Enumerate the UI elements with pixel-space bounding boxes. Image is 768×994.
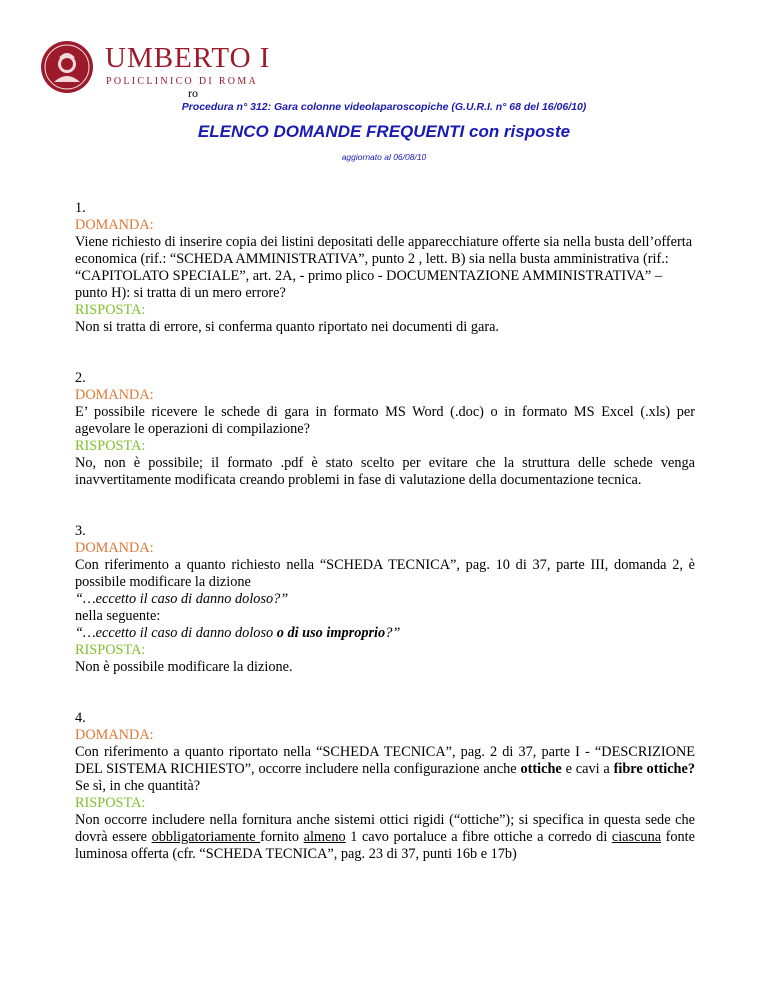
answer-part: fonte luminosa offerta (cfr. “SCHEDA TECNICA”, pag. 23 di 37, punti 16b e 17b) [75, 829, 695, 862]
proposed-wording-end: ?” [385, 625, 401, 641]
logo-name: UMBERTO I [105, 42, 271, 74]
faq-item [75, 370, 695, 489]
question-text: Con riferimento a quanto richiesto nella “SCHEDA TECNICA”, pag. 10 di 37, parte III, domanda 2, è possibile modificare la dizione [75, 557, 695, 590]
seal-logo-icon [40, 40, 94, 94]
proposed-wording [75, 625, 695, 642]
faq-number: 1. [75, 200, 86, 216]
answer-underlined: obbligatoriamente [151, 829, 261, 845]
answer-label: RISPOSTA: [75, 642, 146, 658]
faq-list [75, 200, 695, 897]
text-fragment: ro [188, 86, 198, 100]
page-title: ELENCO DOMANDE FREQUENTI con risposte [197, 122, 571, 141]
question-label: DOMANDA: [75, 387, 154, 403]
updated-date: aggiornato al 06/08/10 [341, 152, 427, 162]
faq-item [75, 523, 695, 676]
faq-item [75, 200, 695, 336]
question-bold: ottiche [520, 761, 562, 777]
faq-item [75, 710, 695, 863]
answer-label: RISPOSTA: [75, 438, 146, 454]
answer-part: fornito [260, 829, 304, 845]
answer-text [75, 812, 695, 863]
question-label: DOMANDA: [75, 727, 154, 743]
proposed-wording-start: “…eccetto il caso di danno doloso [75, 625, 277, 641]
quoted-wording: “…eccetto il caso di danno doloso?” [75, 591, 289, 607]
connector-text: nella seguente: [75, 608, 161, 624]
answer-label: RISPOSTA: [75, 302, 146, 318]
faq-number: 3. [75, 523, 86, 539]
procedure-line: Procedura n° 312: Gara colonne videolaparoscopiche (G.U.R.I. n° 68 del 16/06/10) [181, 101, 587, 113]
question-part: Se sì, in che quantità? [75, 778, 201, 794]
faq-number: 4. [75, 710, 86, 726]
proposed-wording-bold: o di uso improprio [276, 625, 386, 641]
answer-text: Non si tratta di errore, si conferma quanto riportato nei documenti di gara. [75, 319, 499, 335]
question-part: Con riferimento a quanto riportato nella “SCHEDA TECNICA”, pag. 2 di 37, parte I - “DESCRIZIONE DEL SISTEMA RICHIESTO”, occorre includere nella configurazione anche [75, 744, 695, 777]
question-text: Viene richiesto di inserire copia dei listini depositati delle apparecchiature offerte sia nella busta dell’offerta economica (rif.: “SCHEDA AMMINISTRATIVA”, punto 2 , lett. B) sia nella busta amministrativa (rif.: “CAPITOLATO SPECIALE”, art. 2A, - primo plico - DOCUMENTAZIONE AMMINISTRATIVA” – punto H): si tratta di un mero errore? [75, 234, 693, 301]
answer-label: RISPOSTA: [75, 795, 146, 811]
question-part: e cavi a [561, 761, 614, 777]
question-label: DOMANDA: [75, 217, 154, 233]
hospital-logo [40, 40, 270, 92]
answer-part: 1 cavo portaluce a fibre ottiche a corredo di [345, 829, 612, 845]
question-bold: fibre ottiche? [613, 761, 695, 777]
answer-underlined: ciascuna [611, 829, 662, 845]
question-text: E’ possibile ricevere le schede di gara in formato MS Word (.doc) o in formato MS Excel (.xls) per agevolare le operazioni di compilazione? [75, 404, 695, 437]
question-label: DOMANDA: [75, 540, 154, 556]
answer-underlined: almeno [303, 829, 346, 845]
question-text [75, 744, 695, 795]
answer-text: No, non è possibile; il formato .pdf è stato scelto per evitare che la struttura delle schede venga inavvertitamente modificata creando problemi in fase di valutazione della documentazione tecnica. [75, 455, 695, 488]
answer-part: Non occorre includere nella fornitura anche sistemi ottici rigidi (“ottiche”); si specifica in questa sede che dovrà essere [75, 812, 695, 845]
faq-number: 2. [75, 370, 86, 386]
logo-subtitle: POLICLINICO DI ROMA [106, 76, 259, 87]
answer-text: Non è possibile modificare la dizione. [75, 659, 293, 675]
